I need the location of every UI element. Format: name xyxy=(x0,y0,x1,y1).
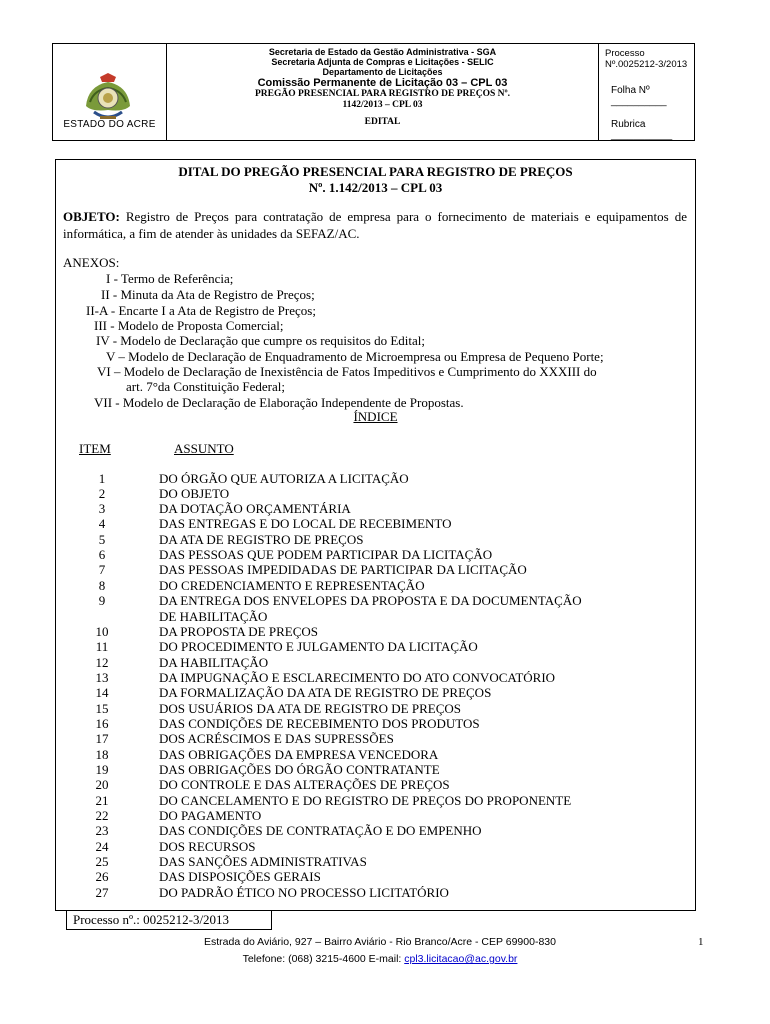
item-subject: DO CONTROLE E DAS ALTERAÇÕES DE PREÇOS xyxy=(159,777,450,792)
anexo-item: II-A - Encarte I a Ata de Registro de Preços; xyxy=(86,303,316,318)
anexo-item: art. 7°da Constituição Federal; xyxy=(126,379,285,394)
header-center-cell xyxy=(167,44,599,140)
document-header xyxy=(52,43,695,141)
anexo-item: V – Modelo de Declaração de Enquadramento de Microempresa ou Empresa de Pequeno Porte; xyxy=(106,349,604,364)
item-subject: DA HABILITAÇÃO xyxy=(159,655,269,670)
item-subject: DAS OBRIGAÇÕES DA EMPRESA VENCEDORA xyxy=(159,747,439,762)
item-number: 27 xyxy=(95,885,109,900)
header-right-cell xyxy=(599,44,694,140)
objeto-label: OBJETO: xyxy=(63,209,120,224)
item-number: 2 xyxy=(98,486,106,501)
title-line2: Nº. 1.142/2013 – CPL 03 xyxy=(308,180,443,195)
indice-heading: ÍNDICE xyxy=(353,409,398,424)
footer-email-link[interactable]: cpl3.licitacao@ac.gov.br xyxy=(404,953,518,965)
item-number: 4 xyxy=(98,516,106,531)
item-number: 11 xyxy=(95,639,109,654)
item-number: 16 xyxy=(95,716,109,731)
item-number: 12 xyxy=(95,655,109,670)
item-number: 24 xyxy=(95,839,109,854)
item-number: 1 xyxy=(98,471,106,486)
item-number: 23 xyxy=(95,823,109,838)
item-number: 9 xyxy=(98,593,106,608)
item-subject: DOS ACRÉSCIMOS E DAS SUPRESSÕES xyxy=(159,731,394,746)
title-line1: DITAL DO PREGÃO PRESENCIAL PARA REGISTRO DE PREÇOS xyxy=(178,164,573,179)
item-subject: DE HABILITAÇÃO xyxy=(159,609,268,624)
item-subject: DA ENTREGA DOS ENVELOPES DA PROPOSTA E DA DOCUMENTAÇÃO xyxy=(159,593,582,608)
item-number: 25 xyxy=(95,854,109,869)
item-subject: DA PROPOSTA DE PREÇOS xyxy=(159,624,318,639)
item-number: 21 xyxy=(95,793,109,808)
state-name: ESTADO DO ACRE xyxy=(63,119,156,130)
objeto-text: Registro de Preços para contratação de empresa para o fornecimento de materiais e equipamentos de informática, a fim de atender às unidades da SEFAZ/AC. xyxy=(63,209,687,241)
item-subject: DAS CONDIÇÕES DE CONTRATAÇÃO E DO EMPENHO xyxy=(159,823,482,838)
header-line-department: Departamento de Licitações xyxy=(322,67,443,77)
item-subject: DAS ENTREGAS E DO LOCAL DE RECEBIMENTO xyxy=(159,516,452,531)
item-number: 15 xyxy=(95,701,109,716)
header-rubrica: Rubrica ___________ xyxy=(611,119,673,141)
item-subject: DOS USUÁRIOS DA ATA DE REGISTRO DE PREÇOS xyxy=(159,701,461,716)
edital-body xyxy=(55,159,696,911)
item-number: 14 xyxy=(95,685,109,700)
item-subject: DO CANCELAMENTO E DO REGISTRO DE PREÇOS DO PROPONENTE xyxy=(159,793,572,808)
item-subject: DO OBJETO xyxy=(159,486,230,501)
item-subject: DA FORMALIZAÇÃO DA ATA DE REGISTRO DE PREÇOS xyxy=(159,685,492,700)
item-subject: DO ÓRGÃO QUE AUTORIZA A LICITAÇÃO xyxy=(159,471,409,486)
header-commission: Comissão Permanente de Licitação 03 – CPL 03 xyxy=(257,77,508,89)
column-assunto-header: ASSUNTO xyxy=(174,441,234,456)
anexos-label: ANEXOS: xyxy=(63,255,120,270)
anexo-item: VII - Modelo de Declaração de Elaboração Independente de Propostas. xyxy=(94,395,464,410)
header-edital: EDITAL xyxy=(364,117,401,127)
header-pregao-line2: 1142/2013 – CPL 03 xyxy=(342,100,423,110)
item-number: 6 xyxy=(98,547,106,562)
footer-telephone: Telefone: (068) 3215-4600 E-mail: xyxy=(242,953,405,965)
item-number: 13 xyxy=(95,670,109,685)
anexo-item: II - Minuta da Ata de Registro de Preços; xyxy=(101,287,315,302)
column-item-header: ITEM xyxy=(79,441,111,456)
anexo-item: VI – Modelo de Declaração de Inexistência de Fatos Impeditivos e Cumprimento do XXXIII do xyxy=(97,364,597,379)
header-processo: Processo Nº.0025212-3/2013 xyxy=(605,48,688,70)
header-folha: Folha Nº __________ xyxy=(611,85,667,107)
item-number: 7 xyxy=(98,562,106,577)
footer-address: Estrada do Aviário, 927 – Bairro Aviário - Rio Branco/Acre - CEP 69900-830 xyxy=(204,936,556,948)
header-line-selic: Secretaria Adjunta de Compras e Licitações - SELIC xyxy=(271,57,494,67)
item-subject: DAS PESSOAS IMPEDIDADAS DE PARTICIPAR DA LICITAÇÃO xyxy=(159,562,527,577)
item-subject: DAS DISPOSIÇÕES GERAIS xyxy=(159,869,321,884)
item-number: 26 xyxy=(95,869,109,884)
item-number: 18 xyxy=(95,747,109,762)
anexo-item: III - Modelo de Proposta Comercial; xyxy=(94,318,284,333)
item-number: 3 xyxy=(98,501,106,516)
item-subject: DOS RECURSOS xyxy=(159,839,256,854)
item-subject: DAS CONDIÇÕES DE RECEBIMENTO DOS PRODUTOS xyxy=(159,716,480,731)
item-number: 17 xyxy=(95,731,109,746)
item-subject: DAS PESSOAS QUE PODEM PARTICIPAR DA LICITAÇÃO xyxy=(159,547,493,562)
item-subject: DO PROCEDIMENTO E JULGAMENTO DA LICITAÇÃO xyxy=(159,639,478,654)
item-subject: DO PAGAMENTO xyxy=(159,808,262,823)
item-number: 5 xyxy=(98,532,106,547)
item-subject: DAS OBRIGAÇÕES DO ÓRGÃO CONTRATANTE xyxy=(159,762,440,777)
item-subject: DAS SANÇÕES ADMINISTRATIVAS xyxy=(159,854,367,869)
item-subject: DA DOTAÇÃO ORÇAMENTÁRIA xyxy=(159,501,351,516)
item-number: 8 xyxy=(98,578,106,593)
page-number: 1 xyxy=(698,936,704,948)
header-logo-cell xyxy=(53,44,167,140)
item-number: 19 xyxy=(95,762,109,777)
objeto-paragraph xyxy=(63,208,687,242)
header-pregao-line1: PREGÃO PRESENCIAL PARA REGISTRO DE PREÇOS Nº. xyxy=(254,89,510,99)
item-subject: DO PADRÃO ÉTICO NO PROCESSO LICITATÓRIO xyxy=(159,885,449,900)
anexo-item: IV - Modelo de Declaração que cumpre os requisitos do Edital; xyxy=(96,333,425,348)
item-number: 22 xyxy=(95,808,109,823)
document-title xyxy=(56,164,695,196)
item-subject: DA IMPUGNAÇÃO E ESCLARECIMENTO DO ATO CONVOCATÓRIO xyxy=(159,670,556,685)
item-number: 10 xyxy=(95,624,109,639)
item-subject: DA ATA DE REGISTRO DE PREÇOS xyxy=(159,532,364,547)
footer-contact xyxy=(0,953,760,965)
header-line-sga: Secretaria de Estado da Gestão Administrativa - SGA xyxy=(268,47,497,57)
anexo-item: I - Termo de Referência; xyxy=(106,271,234,286)
item-number: 20 xyxy=(95,777,109,792)
footer-processo-box: Processo nº.: 0025212-3/2013 xyxy=(66,910,272,930)
item-subject: DO CREDENCIAMENTO E REPRESENTAÇÃO xyxy=(159,578,425,593)
